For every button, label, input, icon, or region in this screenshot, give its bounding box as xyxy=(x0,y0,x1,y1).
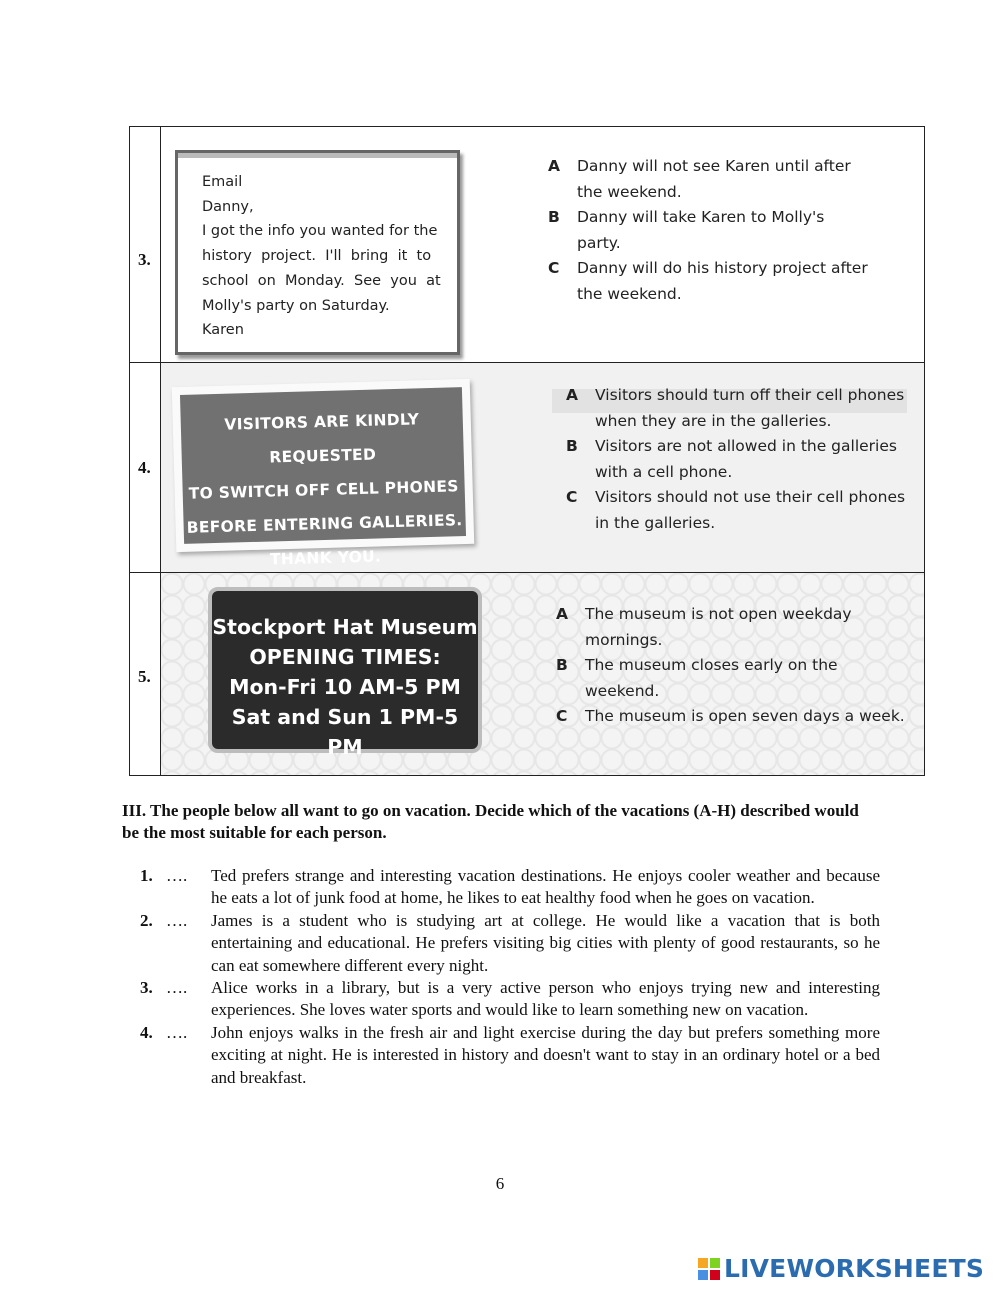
option-a: A The museum is not open weekday mornings. xyxy=(556,605,852,649)
item-number: 4. xyxy=(140,1022,153,1042)
item-number: 1. xyxy=(140,866,153,885)
question-row-3 xyxy=(130,127,924,363)
answer-blank[interactable]: …. xyxy=(166,866,188,885)
list-item xyxy=(140,1022,880,1089)
section-heading: III. The people below all want to go on vacation. Decide which of the vacations (A-H) described would be the most suitable for each person. xyxy=(122,801,859,842)
museum-sign xyxy=(208,587,482,759)
email-line: Molly's party on Saturday. xyxy=(202,297,390,314)
questions-table xyxy=(129,126,925,776)
option-a: A Visitors should turn off their cell phones when they are in the galleries. xyxy=(566,386,905,430)
option-c: C The museum is open seven days a week. xyxy=(556,707,905,725)
answer-blank[interactable]: …. xyxy=(166,910,188,930)
item-text: Ted prefers strange and interesting vacation destinations. He enjoys cooler weather and because he eats a lot of junk food at home, he likes to eat healthy food when he goes on vacation. xyxy=(211,866,880,908)
sign-line: VISITORS ARE KINDLY REQUESTED xyxy=(224,410,420,467)
question-number: 5. xyxy=(138,667,151,686)
question-row-4 xyxy=(130,363,924,573)
sign-line: BEFORE ENTERING GALLERIES. xyxy=(186,511,463,537)
sign-line: TO SWITCH OFF CELL PHONES xyxy=(188,477,459,503)
item-text: Alice works in a library, but is a very active person who enjoys trying new and interesting experiences. She loves water sports and would like to learn something new on vacation. xyxy=(211,978,880,1020)
page-number: 6 xyxy=(495,1174,505,1193)
option-b: B Danny will take Karen to Molly's party. xyxy=(548,208,825,252)
email-line: school on Monday. See you at xyxy=(202,272,441,289)
sign-line: Stockport Hat Museum xyxy=(212,615,478,639)
item-text: John enjoys walks in the fresh air and light exercise during the day but prefers something more exciting at night. He is interested in history and doesn't want to stay in an ordinary hotel or a bed and breakfast. xyxy=(211,1022,880,1087)
email-line: Karen xyxy=(202,322,244,339)
option-a: A Danny will not see Karen until after the weekend. xyxy=(548,157,851,201)
option-c: C Danny will do his history project after the weekend. xyxy=(548,259,868,303)
email-line: history project. I'll bring it to xyxy=(202,248,432,265)
options-list xyxy=(556,602,911,730)
email-line: Danny, xyxy=(202,198,254,215)
email-card xyxy=(175,150,460,355)
gallery-sign xyxy=(172,379,474,569)
liveworksheets-logo-icon xyxy=(698,1258,720,1280)
option-c: C Visitors should not use their cell phones in the galleries. xyxy=(566,488,906,532)
answer-blank[interactable]: …. xyxy=(166,1022,188,1042)
sign-line: THANK YOU. xyxy=(269,547,382,569)
sign-line: OPENING TIMES: xyxy=(249,645,441,669)
list-item xyxy=(140,865,880,910)
question-number: 3. xyxy=(138,250,151,269)
option-b: B Visitors are not allowed in the galleries with a cell phone. xyxy=(566,437,897,481)
watermark-text: LIVEWORKSHEETS xyxy=(724,1254,985,1283)
list-item xyxy=(140,977,880,1022)
options-list xyxy=(548,154,868,307)
email-line: I got the info you wanted for the xyxy=(202,223,438,240)
option-b: B The museum closes early on the weekend. xyxy=(556,656,838,700)
sign-line: Mon-Fri 10 AM-5 PM xyxy=(229,675,461,699)
options-list xyxy=(566,383,906,536)
question-number: 4. xyxy=(138,458,151,477)
item-text: James is a student who is studying art at college. He would like a vacation that is both entertaining and educational. He prefers visiting big cities with plenty of good restaurants, so he can eat somewhere different every night. xyxy=(211,910,880,975)
email-line: Email xyxy=(202,174,243,190)
sign-line: Sat and Sun 1 PM-5 PM xyxy=(231,705,459,759)
question-row-5 xyxy=(130,573,924,775)
item-number: 3. xyxy=(140,978,153,998)
people-list xyxy=(140,865,880,1089)
list-item xyxy=(140,910,880,977)
answer-blank[interactable]: …. xyxy=(166,978,188,998)
item-number: 2. xyxy=(140,910,153,930)
